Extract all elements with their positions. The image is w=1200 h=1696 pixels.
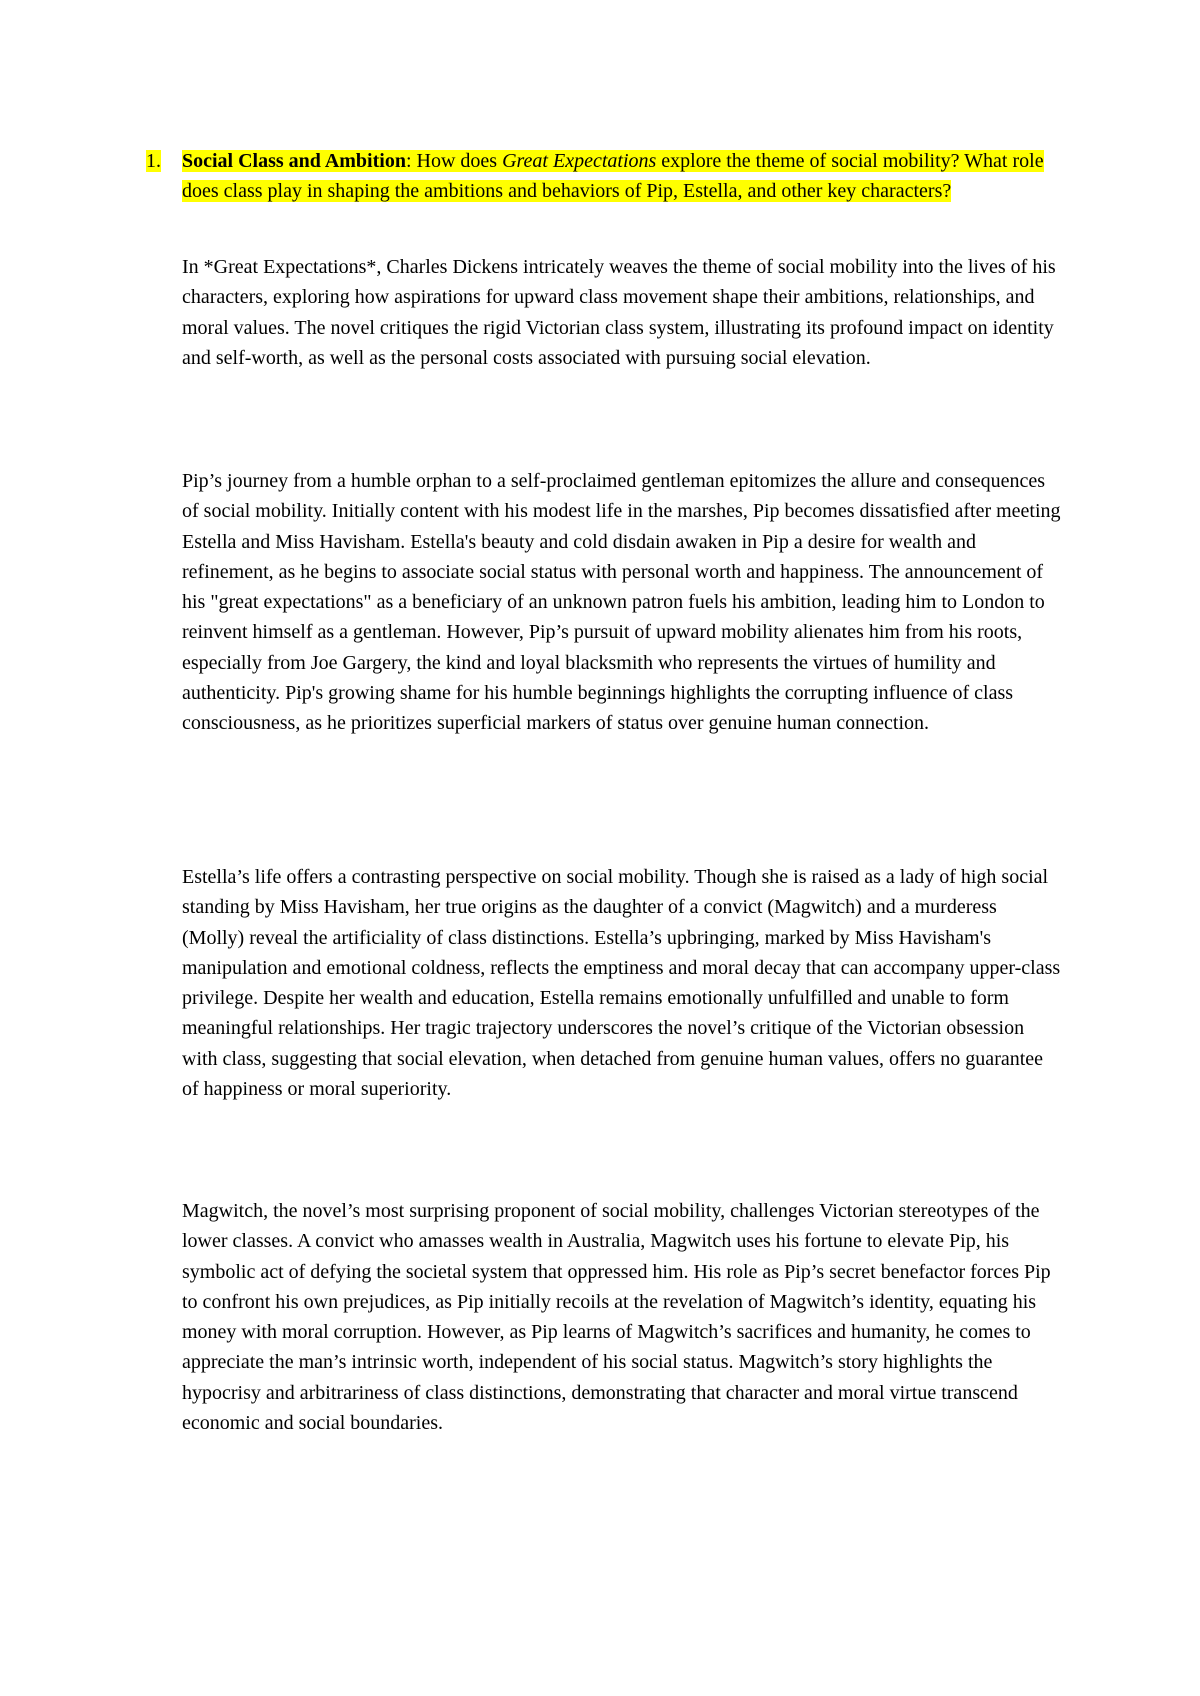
question-colon: : xyxy=(405,150,417,172)
paragraph-pip: Pip’s journey from a humble orphan to a self-proclaimed gentleman epitomizes the allure and consequences of social mobility. Initially content with his modest life in the marshes, Pip becomes dissatisfied after meeting Estella and Miss Havisham. Estella's beauty and cold disdain awaken in Pip a desire for wealth and refinement, as he begins to associate social status with personal worth and happiness. The announcement of his "great expectations" as a beneficiary of an unknown patron fuels his ambition, leading him to London to reinvent himself as a gentleman. However, Pip’s pursuit of upward mobility alienates him from his roots, especially from Joe Gargery, the kind and loyal blacksmith who represents the virtues of humility and authenticity. Pip's growing shame for his humble beginnings highlights the corrupting influence of class consciousness, as he prioritizes superficial markers of status over genuine human connection. xyxy=(182,470,1061,735)
list-number-text: 1. xyxy=(146,150,161,172)
paragraph-intro: In *Great Expectations*, Charles Dickens intricately weaves the theme of social mobility into the lives of his characters, exploring how aspirations for upward class movement shape their ambitions, relationships, and moral values. The novel critiques the rigid Victorian class system, illustrating its profound impact on identity and self-worth, as well as the personal costs associated with pursuing social elevation. xyxy=(182,256,1056,369)
book-title: Great Expectations xyxy=(502,150,657,172)
paragraph-magwitch: Magwitch, the novel’s most surprising proponent of social mobility, challenges Victorian stereotypes of the lower classes. A convict who amasses wealth in Australia, Magwitch uses his fortune to elevate Pip, his symbolic act of defying the societal system that oppressed him. His role as Pip’s secret benefactor forces Pip to confront his own prejudices, as Pip initially recoils at the revelation of Magwitch’s identity, equating his money with moral corruption. However, as Pip learns of Magwitch’s sacrifices and humanity, he comes to appreciate the man’s intrinsic worth, independent of his social status. Magwitch’s story highlights the hypocrisy and arbitrariness of class distinctions, demonstrating that character and moral virtue transcend economic and social boundaries. xyxy=(182,1200,1051,1435)
question-highlight xyxy=(182,150,1044,202)
question-rest: explore the theme of social mobility? What role does class play in shaping the ambitions and behaviors of Pip, Estella, and other key characters? xyxy=(182,150,1044,203)
list-number xyxy=(146,146,182,176)
question-lead: How does xyxy=(416,150,503,172)
paragraph-estella: Estella’s life offers a contrasting perspective on social mobility. Though she is raised as a lady of high social standing by Miss Havisham, her true origins as the daughter of a convict (Magwitch) and a murderess (Molly) reveal the artificiality of class distinctions. Estella’s upbringing, marked by Miss Havisham's manipulation and emotional coldness, reflects the emptiness and moral decay that can accompany upper-class privilege. Despite her wealth and education, Estella remains emotionally unfulfilled and unable to form meaningful relationships. Her tragic trajectory underscores the novel’s critique of the Victorian obsession with class, suggesting that social elevation, when detached from genuine human values, offers no guarantee of happiness or moral superiority. xyxy=(182,866,1061,1101)
question-title: Social Class and Ambition xyxy=(182,150,406,172)
question-text xyxy=(182,146,1062,207)
